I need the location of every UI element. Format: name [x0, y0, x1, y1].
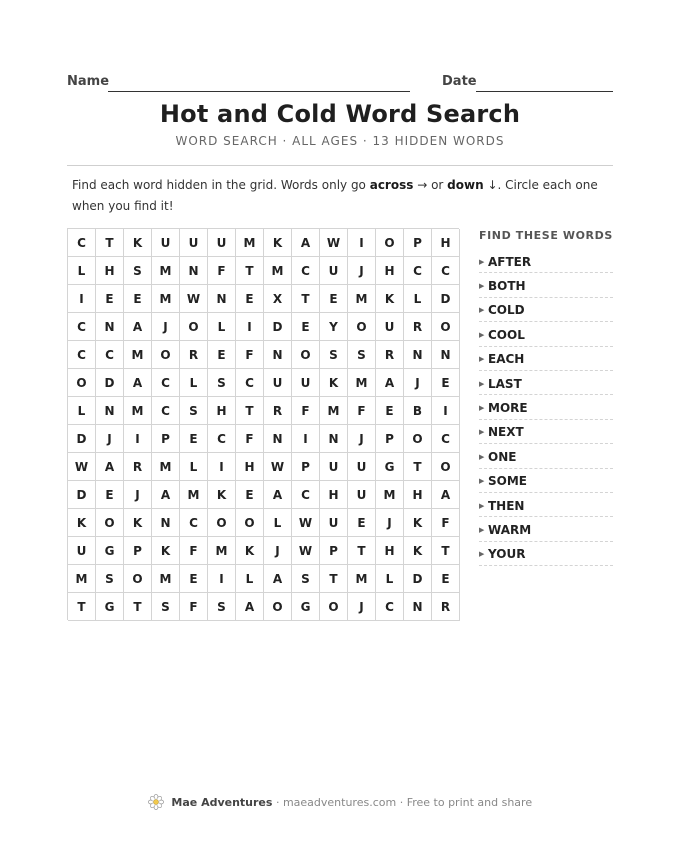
- grid-cell[interactable]: W: [320, 229, 348, 257]
- name-line[interactable]: [108, 91, 410, 92]
- grid-cell[interactable]: C: [404, 257, 432, 285]
- footer-note: Free to print and share: [406, 796, 533, 809]
- grid-cell[interactable]: E: [376, 397, 404, 425]
- grid-cell[interactable]: E: [124, 285, 152, 313]
- grid-cell[interactable]: I: [292, 425, 320, 453]
- grid-cell[interactable]: J: [96, 425, 124, 453]
- grid-cell[interactable]: O: [152, 341, 180, 369]
- grid-cell[interactable]: U: [320, 257, 348, 285]
- grid-cell[interactable]: J: [348, 593, 376, 621]
- footer-site: maeadventures.com: [282, 796, 397, 809]
- grid-cell[interactable]: G: [96, 593, 124, 621]
- grid-cell[interactable]: O: [208, 509, 236, 537]
- word-list-item: [479, 273, 613, 297]
- grid-cell[interactable]: N: [96, 397, 124, 425]
- grid-cell[interactable]: G: [96, 537, 124, 565]
- grid-cell[interactable]: J: [348, 257, 376, 285]
- grid-cell[interactable]: U: [320, 509, 348, 537]
- grid-cell[interactable]: D: [404, 565, 432, 593]
- bullet-arrow-icon: ▶: [479, 306, 485, 315]
- grid-cell[interactable]: F: [292, 397, 320, 425]
- grid-cell[interactable]: L: [68, 397, 96, 425]
- word-text: EACH: [488, 352, 525, 367]
- grid-cell[interactable]: O: [348, 313, 376, 341]
- grid-cell[interactable]: A: [152, 481, 180, 509]
- page-title: Hot and Cold Word Search: [159, 100, 521, 128]
- instr-down: down: [447, 178, 484, 192]
- grid-cell[interactable]: N: [152, 509, 180, 537]
- grid-cell[interactable]: F: [180, 593, 208, 621]
- grid-cell[interactable]: C: [180, 509, 208, 537]
- grid-cell[interactable]: D: [432, 285, 460, 313]
- grid-cell[interactable]: T: [124, 593, 152, 621]
- grid-cell[interactable]: F: [180, 537, 208, 565]
- instructions: [72, 175, 617, 217]
- word-text: THEN: [488, 498, 525, 513]
- grid-cell[interactable]: P: [376, 425, 404, 453]
- bullet-arrow-icon: ▶: [479, 501, 485, 510]
- grid-cell[interactable]: P: [124, 537, 152, 565]
- word-text: YOUR: [488, 547, 526, 562]
- grid-cell[interactable]: C: [432, 257, 460, 285]
- grid-cell[interactable]: R: [404, 313, 432, 341]
- grid-cell[interactable]: C: [68, 229, 96, 257]
- grid-cell[interactable]: H: [404, 481, 432, 509]
- grid-cell[interactable]: K: [124, 509, 152, 537]
- word-text: LAST: [488, 376, 522, 391]
- grid-cell[interactable]: K: [320, 369, 348, 397]
- grid-cell[interactable]: A: [376, 369, 404, 397]
- grid-cell[interactable]: X: [264, 285, 292, 313]
- grid-cell[interactable]: E: [348, 509, 376, 537]
- footer: [0, 794, 680, 810]
- grid-cell[interactable]: M: [348, 369, 376, 397]
- name-label: Name: [67, 74, 110, 89]
- grid-cell[interactable]: I: [208, 565, 236, 593]
- grid-cell[interactable]: M: [348, 565, 376, 593]
- word-text: SOME: [488, 474, 527, 489]
- grid-cell[interactable]: K: [404, 509, 432, 537]
- word-text: NEXT: [488, 425, 524, 440]
- grid-cell[interactable]: G: [376, 453, 404, 481]
- grid-cell[interactable]: P: [404, 229, 432, 257]
- grid-cell[interactable]: A: [96, 453, 124, 481]
- grid-cell[interactable]: T: [236, 397, 264, 425]
- grid-cell[interactable]: E: [432, 565, 460, 593]
- grid-cell[interactable]: K: [124, 229, 152, 257]
- word-list-item: [479, 322, 613, 346]
- grid-cell[interactable]: U: [376, 313, 404, 341]
- grid-cell[interactable]: L: [264, 509, 292, 537]
- bullet-arrow-icon: ▶: [479, 550, 485, 559]
- grid-cell[interactable]: S: [208, 369, 236, 397]
- word-text: AFTER: [488, 254, 532, 269]
- letter-grid: [67, 228, 459, 620]
- grid-cell[interactable]: M: [152, 565, 180, 593]
- grid-cell[interactable]: A: [432, 481, 460, 509]
- grid-cell[interactable]: O: [96, 509, 124, 537]
- grid-cell[interactable]: L: [404, 285, 432, 313]
- grid-cell[interactable]: W: [264, 453, 292, 481]
- grid-cell[interactable]: T: [236, 257, 264, 285]
- grid-cell[interactable]: S: [292, 565, 320, 593]
- grid-cell[interactable]: M: [236, 229, 264, 257]
- grid-cell[interactable]: T: [96, 229, 124, 257]
- word-text: MORE: [488, 401, 528, 416]
- grid-cell[interactable]: I: [236, 313, 264, 341]
- grid-cell[interactable]: L: [208, 313, 236, 341]
- bullet-arrow-icon: ▶: [479, 452, 485, 461]
- grid-cell[interactable]: T: [320, 565, 348, 593]
- grid-cell[interactable]: D: [68, 425, 96, 453]
- word-list-item: [479, 371, 613, 395]
- grid-cell[interactable]: E: [236, 481, 264, 509]
- grid-cell[interactable]: C: [208, 425, 236, 453]
- footer-sep-1: ·: [275, 796, 280, 809]
- grid-cell[interactable]: U: [68, 537, 96, 565]
- grid-cell[interactable]: S: [96, 565, 124, 593]
- grid-cell[interactable]: Y: [320, 313, 348, 341]
- grid-cell[interactable]: N: [96, 313, 124, 341]
- grid-cell[interactable]: I: [124, 425, 152, 453]
- grid-cell[interactable]: M: [68, 565, 96, 593]
- grid-cell[interactable]: N: [320, 425, 348, 453]
- grid-cell[interactable]: A: [292, 229, 320, 257]
- grid-cell[interactable]: S: [124, 257, 152, 285]
- grid-cell[interactable]: O: [264, 593, 292, 621]
- word-list-item: [479, 347, 613, 371]
- grid-cell[interactable]: U: [348, 481, 376, 509]
- grid-cell[interactable]: O: [320, 593, 348, 621]
- grid-cell[interactable]: E: [432, 369, 460, 397]
- grid-cell[interactable]: I: [68, 285, 96, 313]
- grid-cell[interactable]: H: [376, 537, 404, 565]
- grid-cell[interactable]: F: [432, 509, 460, 537]
- grid-cell[interactable]: K: [68, 509, 96, 537]
- name-date-row: [67, 74, 613, 94]
- grid-cell[interactable]: T: [68, 593, 96, 621]
- grid-cell[interactable]: C: [292, 481, 320, 509]
- word-list-item: [479, 298, 613, 322]
- word-text: COOL: [488, 327, 525, 342]
- grid-cell[interactable]: C: [376, 593, 404, 621]
- word-list-item: [479, 395, 613, 419]
- grid-cell[interactable]: P: [320, 537, 348, 565]
- grid-cell[interactable]: J: [124, 481, 152, 509]
- grid-cell[interactable]: L: [376, 565, 404, 593]
- grid-cell[interactable]: O: [180, 313, 208, 341]
- daisy-logo-icon: [148, 794, 164, 810]
- grid-cell[interactable]: O: [404, 425, 432, 453]
- grid-cell[interactable]: U: [180, 229, 208, 257]
- grid-cell[interactable]: M: [208, 537, 236, 565]
- grid-cell[interactable]: T: [348, 537, 376, 565]
- grid-cell[interactable]: H: [96, 257, 124, 285]
- grid-cell[interactable]: O: [124, 565, 152, 593]
- grid-cell[interactable]: R: [180, 341, 208, 369]
- grid-cell[interactable]: M: [376, 481, 404, 509]
- word-list-item: [479, 517, 613, 541]
- grid-cell[interactable]: D: [68, 481, 96, 509]
- grid-cell[interactable]: F: [208, 257, 236, 285]
- grid-cell[interactable]: L: [180, 453, 208, 481]
- header-divider: [67, 165, 613, 166]
- bullet-arrow-icon: ▶: [479, 282, 485, 291]
- grid-cell[interactable]: L: [180, 369, 208, 397]
- grid-cell[interactable]: R: [124, 453, 152, 481]
- bullet-arrow-icon: ▶: [479, 404, 485, 413]
- grid-cell[interactable]: K: [152, 537, 180, 565]
- grid-cell[interactable]: C: [96, 341, 124, 369]
- grid-cell[interactable]: A: [236, 593, 264, 621]
- grid-cell[interactable]: W: [292, 537, 320, 565]
- grid-cell[interactable]: F: [236, 341, 264, 369]
- grid-cell[interactable]: K: [404, 537, 432, 565]
- grid-cell[interactable]: O: [432, 313, 460, 341]
- grid-cell[interactable]: M: [320, 397, 348, 425]
- grid-cell[interactable]: M: [124, 341, 152, 369]
- grid-cell[interactable]: M: [152, 285, 180, 313]
- grid-cell[interactable]: P: [292, 453, 320, 481]
- grid-cell[interactable]: C: [152, 397, 180, 425]
- grid-cell[interactable]: W: [180, 285, 208, 313]
- bullet-arrow-icon: ▶: [479, 379, 485, 388]
- grid-cell[interactable]: N: [404, 593, 432, 621]
- word-list-heading: FIND THESE WORDS: [479, 229, 613, 242]
- grid-cell[interactable]: S: [348, 341, 376, 369]
- grid-cell[interactable]: N: [404, 341, 432, 369]
- grid-cell[interactable]: E: [96, 481, 124, 509]
- grid-cell[interactable]: C: [68, 313, 96, 341]
- grid-cell[interactable]: C: [68, 341, 96, 369]
- instr-across: across: [369, 178, 414, 192]
- grid-cell[interactable]: W: [68, 453, 96, 481]
- word-text: COLD: [488, 303, 525, 318]
- grid-cell[interactable]: U: [208, 229, 236, 257]
- grid-cell[interactable]: C: [432, 425, 460, 453]
- grid-cell[interactable]: C: [292, 257, 320, 285]
- grid-cell[interactable]: O: [292, 341, 320, 369]
- word-text: BOTH: [488, 279, 526, 294]
- footer-sep-2: ·: [399, 796, 404, 809]
- instr-part1: Find each word hidden in the grid. Words only go: [72, 178, 370, 192]
- word-text: WARM: [488, 522, 532, 537]
- footer-brand: Mae Adventures: [171, 796, 273, 809]
- grid-cell[interactable]: U: [292, 369, 320, 397]
- word-list-item: [479, 493, 613, 517]
- grid-cell[interactable]: C: [236, 369, 264, 397]
- bullet-arrow-icon: ▶: [479, 477, 485, 486]
- grid-cell[interactable]: S: [152, 593, 180, 621]
- grid-cell[interactable]: T: [432, 537, 460, 565]
- grid-cell[interactable]: H: [236, 453, 264, 481]
- grid-cell[interactable]: U: [320, 453, 348, 481]
- grid-cell[interactable]: R: [376, 341, 404, 369]
- grid-cell[interactable]: U: [264, 369, 292, 397]
- grid-cell[interactable]: K: [376, 285, 404, 313]
- bullet-arrow-icon: ▶: [479, 428, 485, 437]
- grid-cell[interactable]: M: [124, 397, 152, 425]
- word-list: [479, 229, 613, 566]
- grid-cell[interactable]: O: [376, 229, 404, 257]
- grid-cell[interactable]: I: [208, 453, 236, 481]
- grid-cell[interactable]: I: [432, 397, 460, 425]
- grid-cell[interactable]: M: [180, 481, 208, 509]
- grid-cell[interactable]: T: [404, 453, 432, 481]
- grid-cell[interactable]: J: [376, 509, 404, 537]
- grid-cell[interactable]: E: [236, 285, 264, 313]
- bullet-arrow-icon: ▶: [479, 355, 485, 364]
- grid-cell[interactable]: S: [208, 593, 236, 621]
- grid-cell[interactable]: K: [264, 229, 292, 257]
- grid-cell[interactable]: O: [432, 453, 460, 481]
- grid-cell[interactable]: S: [320, 341, 348, 369]
- grid-cell[interactable]: A: [264, 565, 292, 593]
- grid-cell[interactable]: S: [180, 397, 208, 425]
- grid-cell[interactable]: K: [208, 481, 236, 509]
- grid-cell[interactable]: H: [208, 397, 236, 425]
- grid-cell[interactable]: H: [376, 257, 404, 285]
- grid-cell[interactable]: T: [292, 285, 320, 313]
- grid-cell[interactable]: G: [292, 593, 320, 621]
- grid-cell[interactable]: K: [236, 537, 264, 565]
- grid-cell[interactable]: L: [68, 257, 96, 285]
- word-text: ONE: [488, 449, 517, 464]
- grid-cell[interactable]: A: [124, 313, 152, 341]
- grid-cell[interactable]: D: [264, 313, 292, 341]
- grid-cell[interactable]: I: [348, 229, 376, 257]
- bullet-arrow-icon: ▶: [479, 257, 485, 266]
- grid-cell[interactable]: E: [96, 285, 124, 313]
- word-list-items: [479, 249, 613, 566]
- grid-cell[interactable]: E: [320, 285, 348, 313]
- grid-cell[interactable]: O: [68, 369, 96, 397]
- grid-cell[interactable]: N: [208, 285, 236, 313]
- grid-cell[interactable]: A: [124, 369, 152, 397]
- bullet-arrow-icon: ▶: [479, 330, 485, 339]
- date-label: Date: [442, 74, 477, 89]
- grid-cell[interactable]: F: [348, 397, 376, 425]
- grid-cell[interactable]: M: [152, 257, 180, 285]
- grid-cell[interactable]: N: [180, 257, 208, 285]
- grid-cell[interactable]: F: [236, 425, 264, 453]
- grid-cell[interactable]: P: [152, 425, 180, 453]
- instr-part3: ↓. Circle each one when you find it!: [72, 178, 598, 213]
- grid-cell[interactable]: J: [152, 313, 180, 341]
- grid-cell[interactable]: N: [264, 341, 292, 369]
- word-list-item: [479, 420, 613, 444]
- grid-cell[interactable]: D: [96, 369, 124, 397]
- grid-cell[interactable]: J: [348, 425, 376, 453]
- grid-cell[interactable]: W: [292, 509, 320, 537]
- grid-cell[interactable]: U: [152, 229, 180, 257]
- grid-cell[interactable]: J: [264, 537, 292, 565]
- grid-cell[interactable]: U: [348, 453, 376, 481]
- grid-cell[interactable]: A: [264, 481, 292, 509]
- grid-cell[interactable]: H: [320, 481, 348, 509]
- word-list-item: [479, 444, 613, 468]
- grid-cell[interactable]: H: [432, 229, 460, 257]
- grid-cell[interactable]: M: [348, 285, 376, 313]
- grid-cell[interactable]: E: [292, 313, 320, 341]
- word-list-item: [479, 542, 613, 566]
- grid-cell[interactable]: M: [264, 257, 292, 285]
- instr-part2: → or: [413, 178, 448, 192]
- grid-cell[interactable]: C: [152, 369, 180, 397]
- grid-cell[interactable]: N: [432, 341, 460, 369]
- page-subtitle: WORD SEARCH · ALL AGES · 13 HIDDEN WORDS: [175, 134, 505, 148]
- grid-cell[interactable]: L: [236, 565, 264, 593]
- grid-cell[interactable]: E: [180, 565, 208, 593]
- grid-cell[interactable]: B: [404, 397, 432, 425]
- word-list-item: [479, 249, 613, 273]
- word-list-item: [479, 469, 613, 493]
- grid-cell[interactable]: O: [236, 509, 264, 537]
- grid-cell[interactable]: M: [152, 453, 180, 481]
- grid-cell[interactable]: J: [404, 369, 432, 397]
- date-line[interactable]: [476, 91, 613, 92]
- bullet-arrow-icon: ▶: [479, 525, 485, 534]
- grid-cell[interactable]: R: [264, 397, 292, 425]
- grid-cell[interactable]: R: [432, 593, 460, 621]
- grid-cell[interactable]: N: [264, 425, 292, 453]
- grid-cell[interactable]: E: [208, 341, 236, 369]
- grid-cell[interactable]: E: [180, 425, 208, 453]
